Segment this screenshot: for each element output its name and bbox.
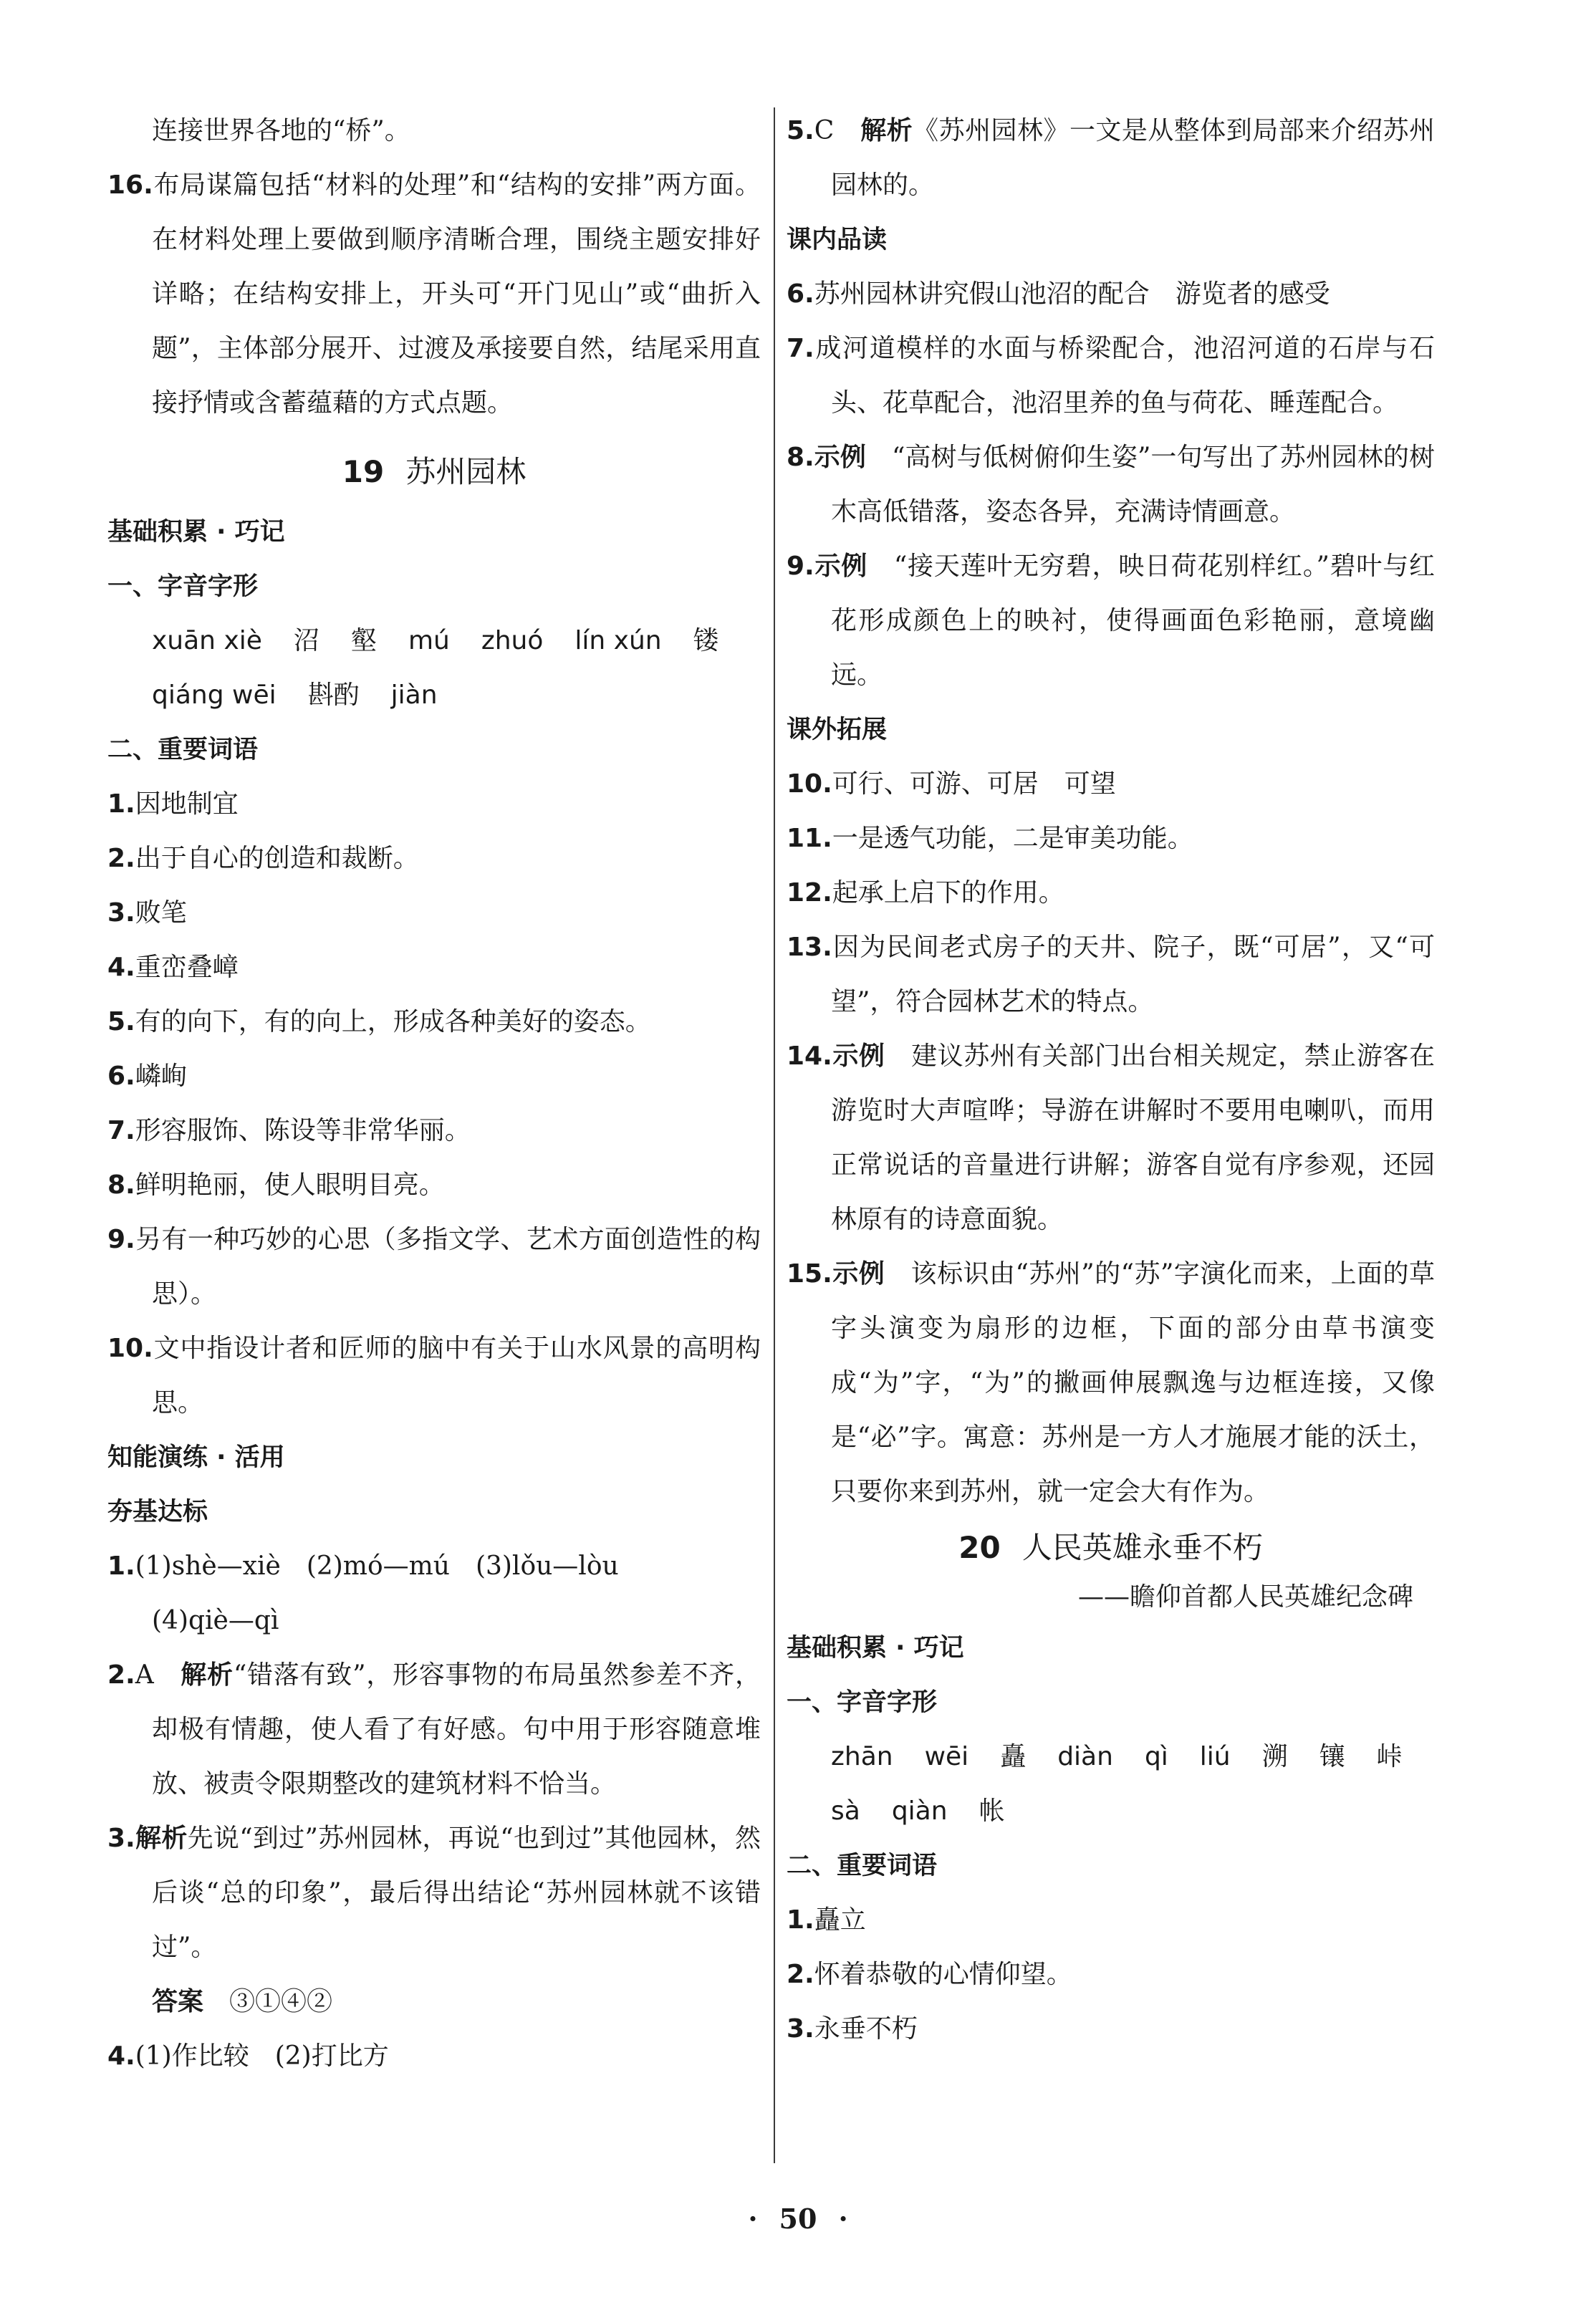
list-item: 10.文中指设计者和匠师的脑中有关于山水风景的高明构思。 xyxy=(107,1334,761,1418)
pinyin-row-1: xuān xiè 沼 壑 mú zhuó lín xún 镂 xyxy=(152,626,719,655)
answer-5: 5.C 解析《苏州园林》一文是从整体到局部来介绍苏州园林的。 xyxy=(787,116,1435,200)
subsection-heading: 一、字音字形 xyxy=(787,1688,938,1717)
list-item: 6.苏州园林讲究假山池沼的配合 游览者的感受 xyxy=(787,279,1330,309)
list-item: 2.怀着恭敬的心情仰望。 xyxy=(787,1960,1072,1989)
answer-3: 3.解析先说“到过”苏州园林，再说“也到过”其他园林，然后谈“总的印象”，最后得出结论“苏州园林就不该错过”。 xyxy=(107,1824,761,1962)
list-item: 2.出于自心的创造和裁断。 xyxy=(107,844,419,873)
answer-16: 16.布局谋篇包括“材料的处理”和“结构的安排”两方面。在材料处理上要做到顺序清晰合理，围绕主题安排好详略；在结构安排上，开头可“开门见山”或“曲折入题”，主体部分展开、过渡及承接要自然，结尾采用直接抒情或含蓄蕴藉的方式点题。 xyxy=(107,170,761,418)
list-item: 4.重峦叠嶂 xyxy=(107,953,239,982)
section-heading: 基础积累 · 巧记 xyxy=(787,1634,964,1663)
list-item: 12.起承上启下的作用。 xyxy=(787,878,1064,908)
pinyin-row-2: qiáng wēi 斟酌 jiàn xyxy=(152,680,438,710)
vocab-list xyxy=(787,1893,1435,2056)
subsection-heading: 夯基达标 xyxy=(107,1498,208,1526)
list-item: 6.嶙峋 xyxy=(107,1062,187,1091)
list-item: 10.可行、可游、可居 可望 xyxy=(787,769,1116,799)
right-column xyxy=(787,104,1435,2056)
section-heading: 基础积累 · 巧记 xyxy=(107,518,285,547)
answer-1: 1.(1)shè—xiè (2)mó—mú (3)lǒu—lòu (4)qiè—qì xyxy=(107,1551,619,1635)
section-heading: 课内品读 xyxy=(787,226,888,254)
subsection-heading: 一、字音字形 xyxy=(107,572,259,601)
subsection-heading: 二、重要词语 xyxy=(107,736,259,764)
vocab-list xyxy=(107,777,761,1430)
pinyin-row-2: sà qiàn 帐 xyxy=(831,1796,1005,1826)
list-item: 13.因为民间老式房子的天井、院子，既“可居”，又“可望”，符合园林艺术的特点。 xyxy=(787,933,1435,1016)
answer-3-key: 答案 ③①④② xyxy=(152,1987,333,2016)
list-item: 3.永垂不朽 xyxy=(787,2014,918,2044)
list-item: 8.鲜明艳丽，使人眼明目亮。 xyxy=(107,1170,445,1200)
chapter-20-subtitle: ——瞻仰首都人民英雄纪念碑 xyxy=(1077,1582,1413,1612)
answer-2: 2.A 解析“错落有致”，形容事物的布局虽然参差不齐，却极有情趣，使人看了有好感。句中用于形容随意堆放、被责令限期整改的建筑材料不恰当。 xyxy=(107,1660,761,1799)
list-item: 1.矗立 xyxy=(787,1905,866,1935)
section-heading: 知能演练 · 活用 xyxy=(107,1443,285,1472)
list-item: 9.另有一种巧妙的心思（多指文学、艺术方面创造性的构思）。 xyxy=(107,1225,761,1309)
list-item: 11.一是透气功能，二是审美功能。 xyxy=(787,824,1193,853)
column-divider xyxy=(774,107,775,2163)
answer-8: 8.示例 “高树与低树俯仰生姿”一句写出了苏州园林的树木高低错落，姿态各异，充满诗情画意。 xyxy=(787,443,1435,526)
answer-14: 14.示例 建议苏州有关部门出台相关规定，禁止游客在游览时大声喧哗；导游在讲解时不要用电喇叭，而用正常说话的音量进行讲解；游客自觉有序参观，还园林原有的诗意面貌。 xyxy=(787,1041,1435,1234)
chapter-19-title: 19 苏州园林 xyxy=(342,454,527,489)
answer-9: 9.示例 “接天莲叶无穷碧，映日荷花别样红。”碧叶与红花形成颜色上的映衬，使得画面色彩艳丽，意境幽远。 xyxy=(787,552,1435,690)
page-number: · 50 · xyxy=(748,2203,848,2235)
left-column xyxy=(107,104,761,2084)
continuation-text: 连接世界各地的“桥”。 xyxy=(152,116,410,145)
answer-list xyxy=(787,267,1435,430)
list-item: 7.形容服饰、陈设等非常华丽。 xyxy=(107,1116,471,1145)
list-item: 5.有的向下，有的向上，形成各种美好的姿态。 xyxy=(107,1007,651,1036)
list-item: 7.成河道模样的水面与桥梁配合，池沼河道的石岸与石头、花草配合，池沼里养的鱼与荷花、睡莲配合。 xyxy=(787,334,1435,418)
list-item: 1.因地制宜 xyxy=(107,789,239,819)
answer-15: 15.示例 该标识由“苏州”的“苏”字演化而来，上面的草字头演变为扇形的边框，下面的部分由草书演变成“为”字，“为”的撇画伸展飘逸与边框连接，又像是“必”字。寓意：苏州是一方人才施展才能的沃土，只要你来到苏州，就一定会大有作为。 xyxy=(787,1259,1435,1506)
list-item: 3.败笔 xyxy=(107,898,187,928)
answer-list xyxy=(787,757,1435,1029)
answer-4: 4.(1)作比较 (2)打比方 xyxy=(107,2041,389,2071)
section-heading: 课外拓展 xyxy=(787,716,888,744)
subsection-heading: 二、重要词语 xyxy=(787,1852,938,1880)
pinyin-row-1: zhān wēi 矗 diàn qì liú 溯 镶 峠 xyxy=(831,1742,1403,1771)
chapter-20-title: 20 人民英雄永垂不朽 xyxy=(958,1530,1263,1565)
